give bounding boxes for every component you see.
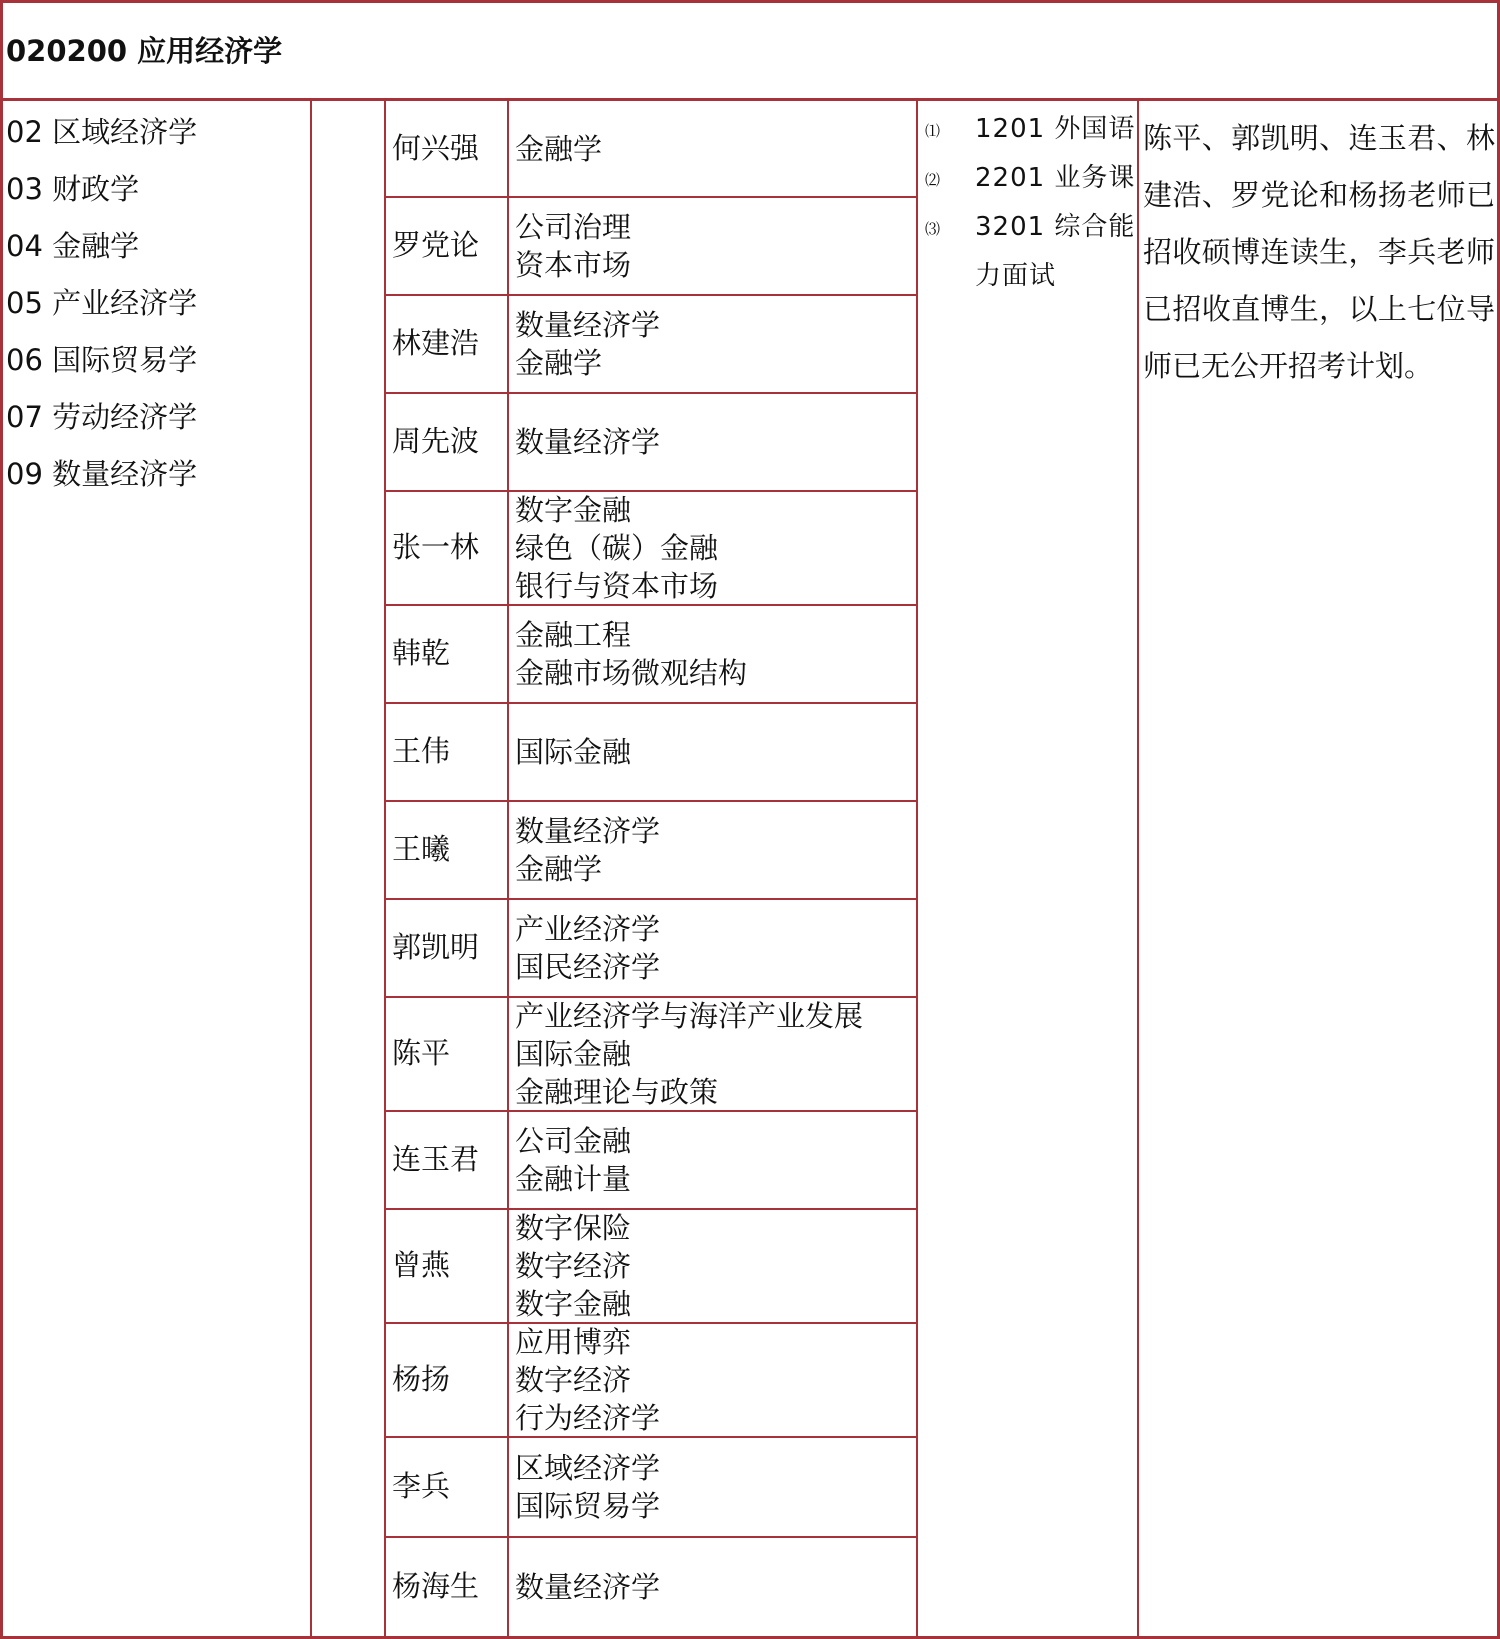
advisor-name: 王曦: [392, 832, 451, 866]
direction-item: 09 数量经济学: [6, 457, 198, 491]
advisor-research: 数量经济学 金融学: [515, 308, 661, 380]
advisor-name: 杨海生: [392, 1569, 480, 1603]
direction-item: 02 区域经济学: [6, 115, 198, 149]
exam-number: ⑶: [925, 220, 941, 238]
advisor-name: 周先波: [392, 424, 480, 458]
advisor-research: 数量经济学 金融学: [515, 814, 661, 886]
row-divider: [384, 702, 918, 704]
program-title: 020200 应用经济学: [6, 34, 283, 68]
advisor-research: 数量经济学: [515, 1570, 661, 1604]
exam-subject: 3201 综合能: [975, 212, 1136, 242]
advisor-research: 公司治理 资本市场: [515, 210, 632, 282]
column-divider: [507, 98, 509, 1639]
direction-item: 04 金融学: [6, 229, 140, 263]
row-divider: [384, 294, 918, 296]
row-divider: [384, 1208, 918, 1210]
advisor-research: 数字金融 绿色（碳）金融 银行与资本市场: [515, 493, 719, 603]
row-divider: [384, 196, 918, 198]
column-divider: [310, 98, 312, 1639]
advisor-name: 李兵: [392, 1469, 451, 1503]
header-divider: [0, 98, 1500, 101]
advisor-name: 郭凯明: [392, 930, 480, 964]
advisor-research: 数字保险 数字经济 数字金融: [515, 1211, 632, 1321]
advisor-research: 产业经济学与海洋产业发展 国际金融 金融理论与政策: [515, 999, 864, 1109]
advisor-research: 区域经济学 国际贸易学: [515, 1451, 661, 1523]
direction-item: 05 产业经济学: [6, 286, 198, 320]
direction-item: 03 财政学: [6, 172, 140, 206]
exam-subject: 力面试: [975, 261, 1057, 291]
advisor-name: 陈平: [392, 1036, 451, 1070]
advisor-name: 曾燕: [392, 1248, 451, 1282]
advisor-research: 应用博弈 数字经济 行为经济学: [515, 1325, 661, 1435]
table-border-top: [0, 0, 1500, 3]
advisor-name: 连玉君: [392, 1142, 480, 1176]
exam-number: ⑵: [925, 171, 941, 189]
column-divider: [384, 98, 386, 1639]
advisor-name: 何兴强: [392, 130, 480, 165]
row-divider: [384, 898, 918, 900]
advisor-name: 罗党论: [392, 228, 480, 262]
advisor-name: 张一林: [392, 530, 480, 564]
advisor-research: 产业经济学 国民经济学: [515, 912, 661, 984]
row-divider: [384, 392, 918, 394]
advisor-research: 公司金融 金融计量: [515, 1124, 632, 1196]
row-divider: [384, 800, 918, 802]
column-divider: [1137, 98, 1139, 1639]
advisor-name: 林建浩: [392, 326, 480, 360]
advisor-research: 金融工程 金融市场微观结构: [515, 618, 748, 690]
row-divider: [384, 604, 918, 606]
row-divider: [384, 1536, 918, 1538]
table-border-left: [0, 0, 3, 1639]
advisor-name: 杨扬: [392, 1362, 451, 1396]
remarks-note: 陈平、郭凯明、连玉君、林建浩、罗党论和杨扬老师已招收硕博连读生，李兵老师已招收直博生，以上七位导师已无公开招考计划。: [1143, 121, 1495, 383]
row-divider: [384, 1110, 918, 1112]
advisor-name: 韩乾: [392, 636, 451, 670]
advisor-name: 王伟: [392, 734, 451, 768]
exam-number: ⑴: [925, 122, 941, 140]
direction-item: 06 国际贸易学: [6, 343, 198, 377]
advisor-research: 金融学: [515, 131, 603, 166]
advisor-research: 数量经济学: [515, 425, 661, 459]
exam-subject: 2201 业务课: [975, 163, 1136, 193]
column-divider: [916, 98, 918, 1639]
direction-item: 07 劳动经济学: [6, 400, 198, 434]
row-divider: [384, 1436, 918, 1438]
advisor-research: 国际金融: [515, 735, 632, 769]
exam-subject: 1201 外国语: [975, 114, 1136, 144]
